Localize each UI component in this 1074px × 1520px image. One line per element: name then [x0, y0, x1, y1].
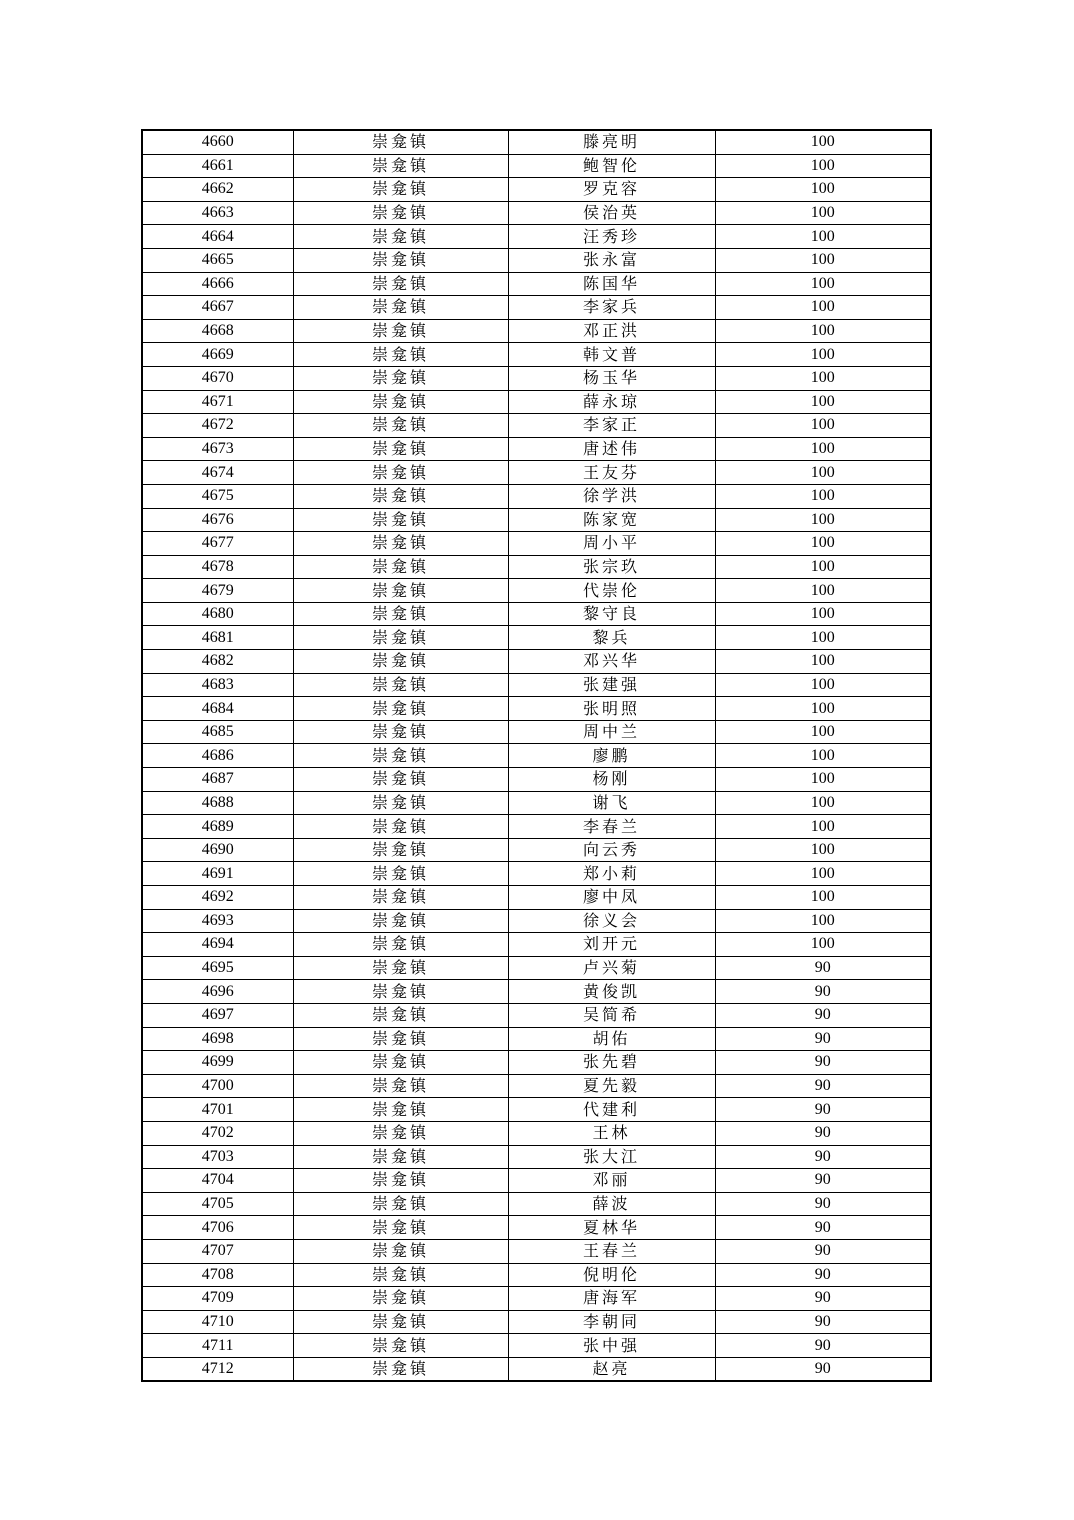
- town-cell: 崇龛镇: [293, 390, 508, 414]
- amount-cell: 100: [715, 366, 931, 390]
- town-cell: 崇龛镇: [293, 1239, 508, 1263]
- amount-cell: 100: [715, 697, 931, 721]
- row-number: 4683: [142, 673, 293, 697]
- table-row: [142, 1051, 931, 1075]
- table-row: [142, 296, 931, 320]
- amount-cell: 100: [715, 532, 931, 556]
- town-cell: 崇龛镇: [293, 201, 508, 225]
- row-number: 4686: [142, 744, 293, 768]
- amount-cell: 100: [715, 909, 931, 933]
- town-cell: 崇龛镇: [293, 1334, 508, 1358]
- person-name-cell: 王林: [508, 1121, 715, 1145]
- town-cell: 崇龛镇: [293, 838, 508, 862]
- row-number: 4663: [142, 201, 293, 225]
- town-cell: 崇龛镇: [293, 933, 508, 957]
- row-number: 4704: [142, 1169, 293, 1193]
- row-number: 4684: [142, 697, 293, 721]
- person-name-cell: 代崇伦: [508, 579, 715, 603]
- amount-cell: 100: [715, 626, 931, 650]
- person-name-cell: 胡佑: [508, 1027, 715, 1051]
- town-cell: 崇龛镇: [293, 1357, 508, 1381]
- table-row: [142, 248, 931, 272]
- table-row: [142, 768, 931, 792]
- table-row: [142, 626, 931, 650]
- amount-cell: 100: [715, 296, 931, 320]
- town-cell: 崇龛镇: [293, 130, 508, 154]
- person-name-cell: 韩文普: [508, 343, 715, 367]
- table-row: [142, 555, 931, 579]
- table-row: [142, 956, 931, 980]
- amount-cell: 90: [715, 1051, 931, 1075]
- table-row: [142, 1121, 931, 1145]
- person-name-cell: 谢飞: [508, 791, 715, 815]
- row-number: 4662: [142, 178, 293, 202]
- town-cell: 崇龛镇: [293, 602, 508, 626]
- person-name-cell: 陈家宽: [508, 508, 715, 532]
- town-cell: 崇龛镇: [293, 178, 508, 202]
- row-number: 4680: [142, 602, 293, 626]
- amount-cell: 100: [715, 579, 931, 603]
- town-cell: 崇龛镇: [293, 343, 508, 367]
- town-cell: 崇龛镇: [293, 1145, 508, 1169]
- row-number: 4673: [142, 437, 293, 461]
- row-number: 4664: [142, 225, 293, 249]
- row-number: 4691: [142, 862, 293, 886]
- row-number: 4677: [142, 532, 293, 556]
- person-name-cell: 向云秀: [508, 838, 715, 862]
- row-number: 4669: [142, 343, 293, 367]
- person-name-cell: 唐述伟: [508, 437, 715, 461]
- amount-cell: 100: [715, 272, 931, 296]
- person-name-cell: 薛永琼: [508, 390, 715, 414]
- amount-cell: 100: [715, 933, 931, 957]
- town-cell: 崇龛镇: [293, 1216, 508, 1240]
- table-row: [142, 1003, 931, 1027]
- amount-cell: 90: [715, 1098, 931, 1122]
- row-number: 4690: [142, 838, 293, 862]
- person-name-cell: 杨玉华: [508, 366, 715, 390]
- table-row: [142, 461, 931, 485]
- table-row: [142, 437, 931, 461]
- table-row: [142, 1027, 931, 1051]
- table-row: [142, 319, 931, 343]
- town-cell: 崇龛镇: [293, 720, 508, 744]
- person-name-cell: 李家兵: [508, 296, 715, 320]
- row-number: 4674: [142, 461, 293, 485]
- row-number: 4697: [142, 1003, 293, 1027]
- amount-cell: 90: [715, 1192, 931, 1216]
- row-number: 4699: [142, 1051, 293, 1075]
- row-number: 4694: [142, 933, 293, 957]
- town-cell: 崇龛镇: [293, 744, 508, 768]
- amount-cell: 100: [715, 508, 931, 532]
- person-name-cell: 徐义会: [508, 909, 715, 933]
- person-name-cell: 黎守良: [508, 602, 715, 626]
- amount-cell: 100: [715, 248, 931, 272]
- table-row: [142, 532, 931, 556]
- amount-cell: 90: [715, 1145, 931, 1169]
- row-number: 4712: [142, 1357, 293, 1381]
- town-cell: 崇龛镇: [293, 1098, 508, 1122]
- person-name-cell: 吴简希: [508, 1003, 715, 1027]
- table-row: [142, 1169, 931, 1193]
- person-name-cell: 邓兴华: [508, 650, 715, 674]
- row-number: 4668: [142, 319, 293, 343]
- row-number: 4703: [142, 1145, 293, 1169]
- row-number: 4667: [142, 296, 293, 320]
- amount-cell: 100: [715, 201, 931, 225]
- town-cell: 崇龛镇: [293, 461, 508, 485]
- table-row: [142, 225, 931, 249]
- table-row: [142, 1098, 931, 1122]
- table-row: [142, 1192, 931, 1216]
- town-cell: 崇龛镇: [293, 154, 508, 178]
- person-name-cell: 张大江: [508, 1145, 715, 1169]
- person-name-cell: 邓正洪: [508, 319, 715, 343]
- amount-cell: 90: [715, 1263, 931, 1287]
- row-number: 4675: [142, 484, 293, 508]
- amount-cell: 90: [715, 1239, 931, 1263]
- person-name-cell: 薛波: [508, 1192, 715, 1216]
- person-name-cell: 张明照: [508, 697, 715, 721]
- amount-cell: 100: [715, 461, 931, 485]
- town-cell: 崇龛镇: [293, 956, 508, 980]
- town-cell: 崇龛镇: [293, 673, 508, 697]
- table-row: [142, 980, 931, 1004]
- table-body: [142, 130, 931, 1381]
- amount-cell: 100: [715, 130, 931, 154]
- person-name-cell: 黄俊凯: [508, 980, 715, 1004]
- amount-cell: 100: [715, 862, 931, 886]
- amount-cell: 100: [715, 673, 931, 697]
- amount-cell: 100: [715, 720, 931, 744]
- table-row: [142, 1334, 931, 1358]
- town-cell: 崇龛镇: [293, 1287, 508, 1311]
- amount-cell: 100: [715, 484, 931, 508]
- person-name-cell: 廖中凤: [508, 886, 715, 910]
- amount-cell: 90: [715, 956, 931, 980]
- row-number: 4698: [142, 1027, 293, 1051]
- person-name-cell: 张中强: [508, 1334, 715, 1358]
- amount-cell: 100: [715, 791, 931, 815]
- row-number: 4702: [142, 1121, 293, 1145]
- table-row: [142, 390, 931, 414]
- town-cell: 崇龛镇: [293, 650, 508, 674]
- row-number: 4670: [142, 366, 293, 390]
- row-number: 4661: [142, 154, 293, 178]
- row-number: 4706: [142, 1216, 293, 1240]
- town-cell: 崇龛镇: [293, 1310, 508, 1334]
- town-cell: 崇龛镇: [293, 791, 508, 815]
- person-name-cell: 罗克容: [508, 178, 715, 202]
- person-name-cell: 倪明伦: [508, 1263, 715, 1287]
- person-name-cell: 张建强: [508, 673, 715, 697]
- row-number: 4711: [142, 1334, 293, 1358]
- row-number: 4666: [142, 272, 293, 296]
- town-cell: 崇龛镇: [293, 484, 508, 508]
- person-name-cell: 李朝同: [508, 1310, 715, 1334]
- town-cell: 崇龛镇: [293, 1051, 508, 1075]
- amount-cell: 100: [715, 343, 931, 367]
- town-cell: 崇龛镇: [293, 272, 508, 296]
- row-number: 4685: [142, 720, 293, 744]
- town-cell: 崇龛镇: [293, 555, 508, 579]
- row-number: 4696: [142, 980, 293, 1004]
- table-row: [142, 579, 931, 603]
- town-cell: 崇龛镇: [293, 1003, 508, 1027]
- town-cell: 崇龛镇: [293, 225, 508, 249]
- person-name-cell: 侯治英: [508, 201, 715, 225]
- town-cell: 崇龛镇: [293, 909, 508, 933]
- person-name-cell: 邓丽: [508, 1169, 715, 1193]
- table-row: [142, 650, 931, 674]
- amount-cell: 100: [715, 838, 931, 862]
- table-row: [142, 1239, 931, 1263]
- row-number: 4692: [142, 886, 293, 910]
- amount-cell: 90: [715, 980, 931, 1004]
- amount-cell: 100: [715, 886, 931, 910]
- person-name-cell: 黎兵: [508, 626, 715, 650]
- table-row: [142, 508, 931, 532]
- amount-cell: 100: [715, 225, 931, 249]
- person-name-cell: 李家正: [508, 414, 715, 438]
- amount-cell: 90: [715, 1287, 931, 1311]
- person-name-cell: 周小平: [508, 532, 715, 556]
- subsidy-table: [141, 129, 932, 1382]
- amount-cell: 100: [715, 414, 931, 438]
- person-name-cell: 滕亮明: [508, 130, 715, 154]
- table-row: [142, 1310, 931, 1334]
- row-number: 4681: [142, 626, 293, 650]
- town-cell: 崇龛镇: [293, 532, 508, 556]
- row-number: 4707: [142, 1239, 293, 1263]
- row-number: 4695: [142, 956, 293, 980]
- row-number: 4701: [142, 1098, 293, 1122]
- table-row: [142, 414, 931, 438]
- person-name-cell: 唐海军: [508, 1287, 715, 1311]
- amount-cell: 90: [715, 1003, 931, 1027]
- amount-cell: 100: [715, 602, 931, 626]
- row-number: 4678: [142, 555, 293, 579]
- town-cell: 崇龛镇: [293, 248, 508, 272]
- row-number: 4693: [142, 909, 293, 933]
- row-number: 4672: [142, 414, 293, 438]
- person-name-cell: 杨刚: [508, 768, 715, 792]
- amount-cell: 90: [715, 1121, 931, 1145]
- amount-cell: 90: [715, 1074, 931, 1098]
- town-cell: 崇龛镇: [293, 768, 508, 792]
- row-number: 4679: [142, 579, 293, 603]
- table-row: [142, 886, 931, 910]
- person-name-cell: 周中兰: [508, 720, 715, 744]
- person-name-cell: 代建利: [508, 1098, 715, 1122]
- amount-cell: 90: [715, 1357, 931, 1381]
- person-name-cell: 张先碧: [508, 1051, 715, 1075]
- amount-cell: 100: [715, 154, 931, 178]
- table-row: [142, 1216, 931, 1240]
- person-name-cell: 鲍智伦: [508, 154, 715, 178]
- row-number: 4708: [142, 1263, 293, 1287]
- table-row: [142, 1357, 931, 1381]
- amount-cell: 90: [715, 1310, 931, 1334]
- row-number: 4700: [142, 1074, 293, 1098]
- table-row: [142, 815, 931, 839]
- town-cell: 崇龛镇: [293, 296, 508, 320]
- town-cell: 崇龛镇: [293, 1074, 508, 1098]
- person-name-cell: 廖鹏: [508, 744, 715, 768]
- person-name-cell: 张永富: [508, 248, 715, 272]
- person-name-cell: 李春兰: [508, 815, 715, 839]
- amount-cell: 90: [715, 1216, 931, 1240]
- person-name-cell: 张宗玖: [508, 555, 715, 579]
- table-row: [142, 697, 931, 721]
- table-row: [142, 154, 931, 178]
- person-name-cell: 赵亮: [508, 1357, 715, 1381]
- person-name-cell: 王春兰: [508, 1239, 715, 1263]
- person-name-cell: 王友芬: [508, 461, 715, 485]
- table-row: [142, 201, 931, 225]
- table-row: [142, 1263, 931, 1287]
- town-cell: 崇龛镇: [293, 579, 508, 603]
- town-cell: 崇龛镇: [293, 697, 508, 721]
- table-row: [142, 1287, 931, 1311]
- amount-cell: 100: [715, 815, 931, 839]
- town-cell: 崇龛镇: [293, 414, 508, 438]
- town-cell: 崇龛镇: [293, 862, 508, 886]
- row-number: 4710: [142, 1310, 293, 1334]
- town-cell: 崇龛镇: [293, 1121, 508, 1145]
- town-cell: 崇龛镇: [293, 366, 508, 390]
- person-name-cell: 徐学洪: [508, 484, 715, 508]
- amount-cell: 100: [715, 555, 931, 579]
- row-number: 4682: [142, 650, 293, 674]
- person-name-cell: 卢兴菊: [508, 956, 715, 980]
- amount-cell: 100: [715, 437, 931, 461]
- table-row: [142, 744, 931, 768]
- amount-cell: 100: [715, 178, 931, 202]
- table-row: [142, 178, 931, 202]
- table-row: [142, 484, 931, 508]
- person-name-cell: 汪秀珍: [508, 225, 715, 249]
- row-number: 4689: [142, 815, 293, 839]
- table-row: [142, 272, 931, 296]
- row-number: 4687: [142, 768, 293, 792]
- amount-cell: 100: [715, 744, 931, 768]
- person-name-cell: 夏林华: [508, 1216, 715, 1240]
- table-row: [142, 673, 931, 697]
- table-row: [142, 791, 931, 815]
- town-cell: 崇龛镇: [293, 437, 508, 461]
- amount-cell: 90: [715, 1169, 931, 1193]
- row-number: 4709: [142, 1287, 293, 1311]
- table-row: [142, 720, 931, 744]
- table-row: [142, 1145, 931, 1169]
- amount-cell: 90: [715, 1334, 931, 1358]
- town-cell: 崇龛镇: [293, 1192, 508, 1216]
- amount-cell: 100: [715, 650, 931, 674]
- table-row: [142, 1074, 931, 1098]
- amount-cell: 100: [715, 319, 931, 343]
- row-number: 4671: [142, 390, 293, 414]
- town-cell: 崇龛镇: [293, 626, 508, 650]
- table-row: [142, 862, 931, 886]
- person-name-cell: 陈国华: [508, 272, 715, 296]
- town-cell: 崇龛镇: [293, 886, 508, 910]
- row-number: 4688: [142, 791, 293, 815]
- town-cell: 崇龛镇: [293, 508, 508, 532]
- town-cell: 崇龛镇: [293, 1263, 508, 1287]
- person-name-cell: 郑小莉: [508, 862, 715, 886]
- row-number: 4705: [142, 1192, 293, 1216]
- amount-cell: 100: [715, 390, 931, 414]
- amount-cell: 90: [715, 1027, 931, 1051]
- table-row: [142, 838, 931, 862]
- person-name-cell: 夏先毅: [508, 1074, 715, 1098]
- town-cell: 崇龛镇: [293, 815, 508, 839]
- amount-cell: 100: [715, 768, 931, 792]
- row-number: 4676: [142, 508, 293, 532]
- row-number: 4660: [142, 130, 293, 154]
- person-name-cell: 刘开元: [508, 933, 715, 957]
- table-row: [142, 909, 931, 933]
- table-row: [142, 366, 931, 390]
- town-cell: 崇龛镇: [293, 980, 508, 1004]
- table-row: [142, 343, 931, 367]
- town-cell: 崇龛镇: [293, 319, 508, 343]
- table-row: [142, 602, 931, 626]
- table-row: [142, 130, 931, 154]
- row-number: 4665: [142, 248, 293, 272]
- town-cell: 崇龛镇: [293, 1027, 508, 1051]
- table-row: [142, 933, 931, 957]
- town-cell: 崇龛镇: [293, 1169, 508, 1193]
